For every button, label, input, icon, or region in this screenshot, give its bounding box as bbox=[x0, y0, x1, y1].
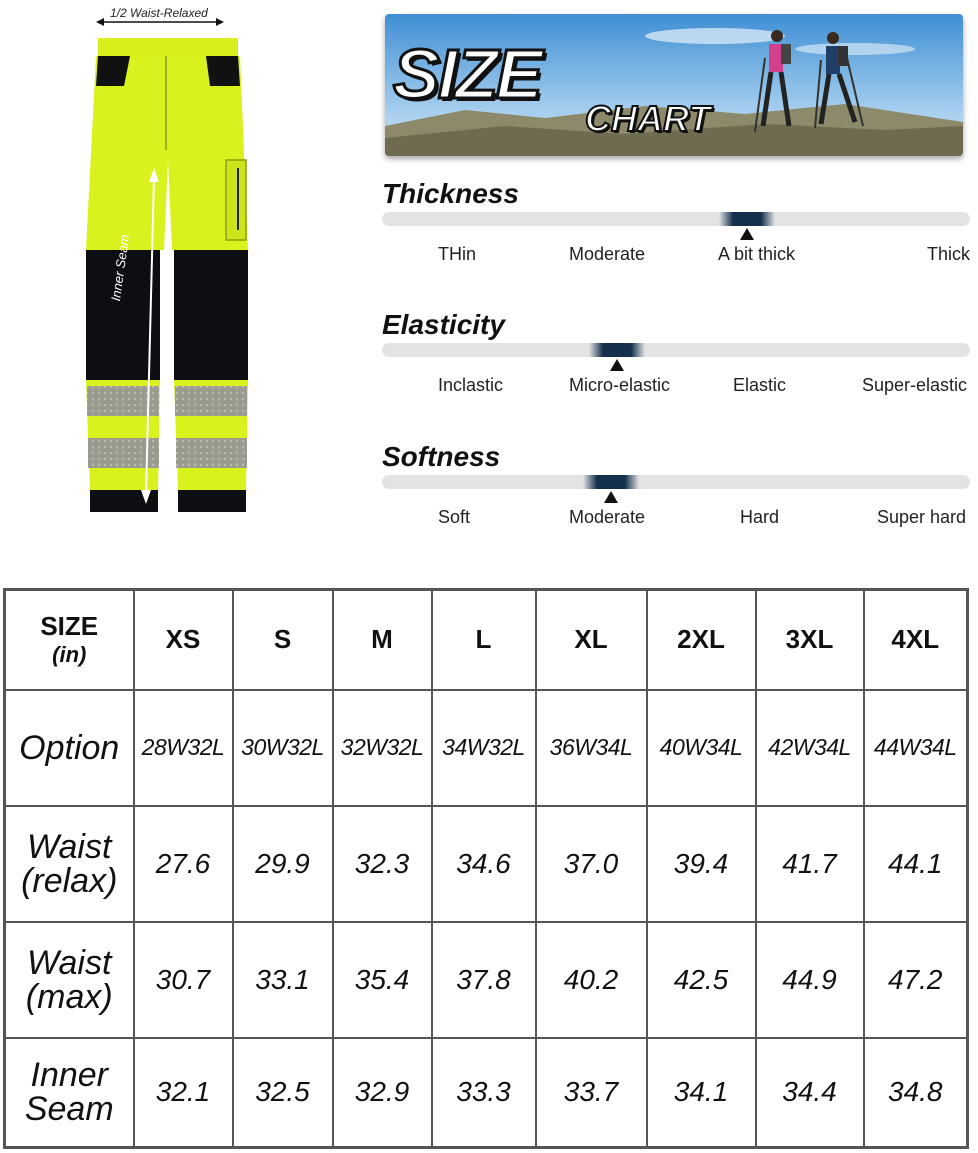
scale-label: Moderate bbox=[569, 507, 646, 527]
pointer-triangle-icon bbox=[604, 491, 618, 503]
size-column-header: XS bbox=[134, 590, 233, 690]
pointer-triangle-icon bbox=[610, 359, 624, 371]
hi-vis-pants-image bbox=[60, 0, 280, 530]
table-cell: 44.9 bbox=[756, 922, 864, 1038]
scale-indicator bbox=[589, 343, 645, 357]
row-label-line: Waist bbox=[27, 943, 112, 982]
scale-label: THin bbox=[438, 244, 477, 264]
table-cell: 34.6 bbox=[432, 806, 536, 922]
row-label bbox=[5, 806, 134, 922]
table-cell: 33.3 bbox=[432, 1038, 536, 1148]
table-cell: 44.1 bbox=[864, 806, 968, 922]
table-cell: 47.2 bbox=[864, 922, 968, 1038]
waist-relaxed-label: 1/2 Waist-Relaxed bbox=[110, 6, 208, 20]
table-cell: 34.4 bbox=[756, 1038, 864, 1148]
table-cell: 34.8 bbox=[864, 1038, 968, 1148]
table-row-option bbox=[5, 690, 968, 806]
size-column-header: 4XL bbox=[864, 590, 968, 690]
scale-track bbox=[382, 475, 970, 489]
size-column-header: 3XL bbox=[756, 590, 864, 690]
table-cell: 30.7 bbox=[134, 922, 233, 1038]
table-cell: 42.5 bbox=[647, 922, 756, 1038]
table-cell: 42W34L bbox=[756, 690, 864, 806]
banner-title: SIZE bbox=[393, 35, 541, 113]
table-cell: 35.4 bbox=[333, 922, 432, 1038]
scale-label: Thick bbox=[927, 244, 971, 264]
row-label-line: Seam bbox=[24, 1090, 114, 1129]
table-cell: 32W32L bbox=[333, 690, 432, 806]
softness-scale bbox=[382, 441, 970, 537]
scale-label: Elastic bbox=[733, 375, 787, 395]
scale-label: Super-elastic bbox=[862, 375, 968, 395]
scale-label: A bit thick bbox=[718, 244, 796, 264]
table-cell: 32.5 bbox=[233, 1038, 333, 1148]
table-cell: 39.4 bbox=[647, 806, 756, 922]
scale-labels bbox=[382, 244, 970, 274]
scale-label: Micro-elastic bbox=[569, 375, 671, 395]
table-cell: 40W34L bbox=[647, 690, 756, 806]
size-column-header: XL bbox=[536, 590, 647, 690]
scale-label: Moderate bbox=[569, 244, 646, 264]
size-column-header: M bbox=[333, 590, 432, 690]
table-row-waist-max bbox=[5, 922, 968, 1038]
row-label-line: Inner bbox=[30, 1056, 108, 1095]
table-cell: 32.3 bbox=[333, 806, 432, 922]
row-label-line: (max) bbox=[25, 977, 113, 1016]
table-row-inner-seam bbox=[5, 1038, 968, 1148]
scale-label: Super hard bbox=[877, 507, 967, 527]
row-label: Option bbox=[5, 690, 134, 806]
table-cell: 29.9 bbox=[233, 806, 333, 922]
inner-seam-label: Inner Seam bbox=[108, 233, 133, 303]
elasticity-scale bbox=[382, 309, 970, 405]
size-table bbox=[3, 588, 969, 1149]
size-column-header: L bbox=[432, 590, 536, 690]
table-cell: 34W32L bbox=[432, 690, 536, 806]
table-cell: 44W34L bbox=[864, 690, 968, 806]
table-cell: 32.9 bbox=[333, 1038, 432, 1148]
size-column-header: 2XL bbox=[647, 590, 756, 690]
scale-title: Softness bbox=[382, 441, 501, 472]
size-header-cell bbox=[5, 590, 134, 690]
scale-labels bbox=[382, 507, 970, 537]
scale-indicator bbox=[583, 475, 639, 489]
row-label bbox=[5, 1038, 134, 1148]
table-cell: 33.7 bbox=[536, 1038, 647, 1148]
scale-track bbox=[382, 212, 970, 226]
pants-illustration bbox=[60, 0, 280, 530]
scale-title: Thickness bbox=[382, 178, 519, 209]
table-cell: 36W34L bbox=[536, 690, 647, 806]
size-column-header: S bbox=[233, 590, 333, 690]
unit-label: (in) bbox=[52, 642, 87, 668]
scale-indicator bbox=[719, 212, 775, 226]
table-header-row bbox=[5, 590, 968, 690]
scale-label: Inclastic bbox=[438, 375, 504, 395]
row-label bbox=[5, 922, 134, 1038]
table-cell: 33.1 bbox=[233, 922, 333, 1038]
table-cell: 28W32L bbox=[134, 690, 233, 806]
table-cell: 37.0 bbox=[536, 806, 647, 922]
size-header-label: SIZE bbox=[40, 611, 99, 642]
table-cell: 34.1 bbox=[647, 1038, 756, 1148]
table-cell: 41.7 bbox=[756, 806, 864, 922]
table-cell: 40.2 bbox=[536, 922, 647, 1038]
scale-title: Elasticity bbox=[382, 309, 505, 340]
table-cell: 37.8 bbox=[432, 922, 536, 1038]
scale-label: Soft bbox=[438, 507, 471, 527]
scale-track bbox=[382, 343, 970, 357]
pointer-triangle-icon bbox=[740, 228, 754, 240]
table-cell: 27.6 bbox=[134, 806, 233, 922]
banner-subtitle: CHART bbox=[585, 98, 711, 139]
size-chart-banner bbox=[385, 14, 963, 156]
thickness-scale bbox=[382, 178, 970, 274]
row-label-line: Waist bbox=[27, 827, 112, 866]
table-cell: 30W32L bbox=[233, 690, 333, 806]
row-label-line: (relax) bbox=[21, 861, 118, 900]
table-row-waist-relax bbox=[5, 806, 968, 922]
scale-label: Hard bbox=[740, 507, 780, 527]
table-cell: 32.1 bbox=[134, 1038, 233, 1148]
scale-labels bbox=[382, 375, 970, 405]
